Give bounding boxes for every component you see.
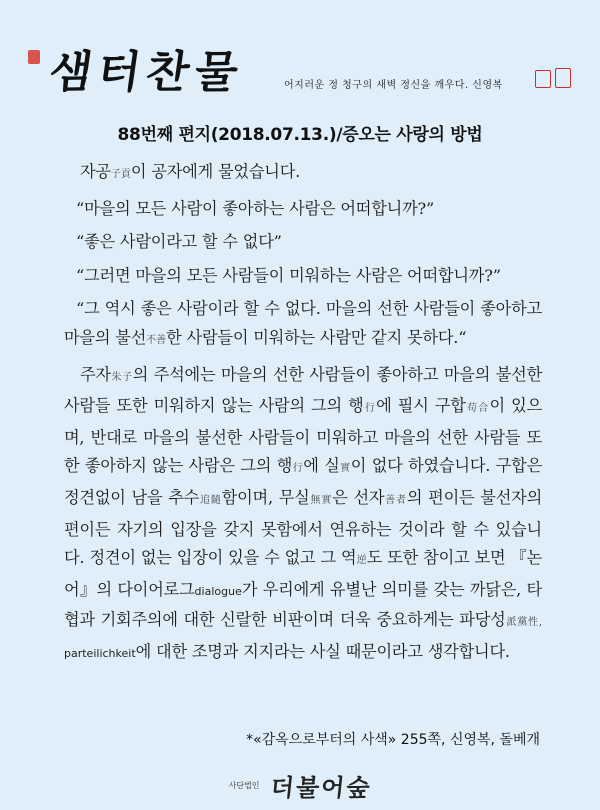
latin-annotation: dialogue — [194, 584, 242, 598]
letter-title: 88번째 편지(2018.07.13.)/증오는 사랑의 방법 — [117, 125, 483, 145]
text-run: 한 사람들이 미워하는 사람만 같지 못하다.“ — [166, 327, 467, 347]
text-run: 의 주석에는 마을의 선한 사람들이 좋아하고 마을의 불선한 사람들 또한 미워하지 않는 사람의 그의 행 — [64, 364, 543, 416]
hanja-annotation: 行 — [292, 463, 304, 475]
paragraph-commentary — [64, 361, 542, 669]
text-run: 도 또한 참이고 보면 『논어』의 다이어로그 — [64, 548, 543, 599]
signature-seal-icon — [535, 70, 551, 88]
text-run: 에 필시 구합 — [376, 396, 466, 416]
footer-logo-area — [0, 768, 600, 803]
hanja-annotation: 子貢 — [110, 169, 131, 180]
text-run: 가 우리에게 유별난 의미를 갖는 까닭은, 타협과 기회주의에 대한 신랄한 비판이며 더욱 중요하게는 파당성 — [64, 579, 542, 630]
text-run: 이 공자에게 물었습니다. — [130, 162, 301, 181]
hanja-annotation: 實 — [339, 463, 351, 475]
text-run: “그 역시 좋은 사람이라 할 수 없다. 마을의 선한 사람들이 좋아하고 마을의 불선 — [64, 299, 542, 347]
text-run: 이 없다 하였습니다. 구합은 정견없이 남을 추수 — [64, 456, 543, 507]
red-seal-icon — [28, 50, 40, 64]
latin-annotation: parteilichkeit — [64, 646, 136, 660]
text-run: 은 선자 — [332, 487, 385, 507]
paragraph-intro — [64, 158, 542, 190]
quote-2: “좋은 사람이라고 할 수 없다” — [76, 232, 282, 252]
footer-logo: 더불어숲 — [268, 774, 373, 802]
hanja-annotation: 逆 — [356, 555, 367, 567]
hanja-annotation: 無實 — [309, 494, 333, 506]
text-run: 의 편이든 불선자의 편이든 자기의 입장을 갖지 못함에서 연유하는 것이라 할 수 있습니다. 정견이 없는 입장이 있을 수 없고 그 역 — [64, 487, 543, 568]
tagline: 어지러운 정 청구의 새벽 정신을 깨우다. 신영복 — [284, 80, 503, 91]
text-run: 이 있으며, 반대로 마을의 불선한 사람들이 미워하고 마을의 선한 사람들 또한 좋아하지 않는 사람은 그의 행 — [64, 396, 543, 476]
text-run: 에 실 — [303, 456, 340, 476]
text-run: 함이며, 무실 — [221, 487, 310, 507]
hanja-annotation: 派黨性, — [505, 617, 542, 629]
signature-seal-icon-2 — [555, 68, 571, 88]
hanja-annotation: 朱子 — [110, 371, 133, 383]
hanja-annotation: 不善 — [146, 334, 167, 346]
footer-org-type: 사단법인 — [228, 781, 260, 790]
text-run: 자공 — [80, 162, 111, 181]
letter-body — [64, 158, 542, 669]
masthead — [22, 40, 582, 110]
source-citation: *«감옥으로부터의 사색» 255쪽, 신영복, 돌베개 — [246, 732, 540, 748]
quote-1: “마을의 모든 사람이 좋아하는 사람은 어떠합니까?” — [76, 198, 435, 218]
text-run: 에 대한 조명과 지지라는 사실 때문이라고 생각합니다. — [135, 641, 510, 661]
quote-3: “그러면 마을의 모든 사람들이 미워하는 사람은 어떠합니까?” — [76, 265, 501, 285]
hanja-annotation: 苟合 — [465, 403, 490, 415]
text-run: 주자 — [80, 364, 111, 384]
brand-calligraphy: 샘터찬물 — [45, 47, 247, 98]
hanja-annotation: 善者 — [384, 494, 407, 506]
quote-4 — [64, 295, 542, 355]
hanja-annotation: 行 — [363, 403, 377, 415]
hanja-annotation: 追隨 — [199, 494, 222, 506]
